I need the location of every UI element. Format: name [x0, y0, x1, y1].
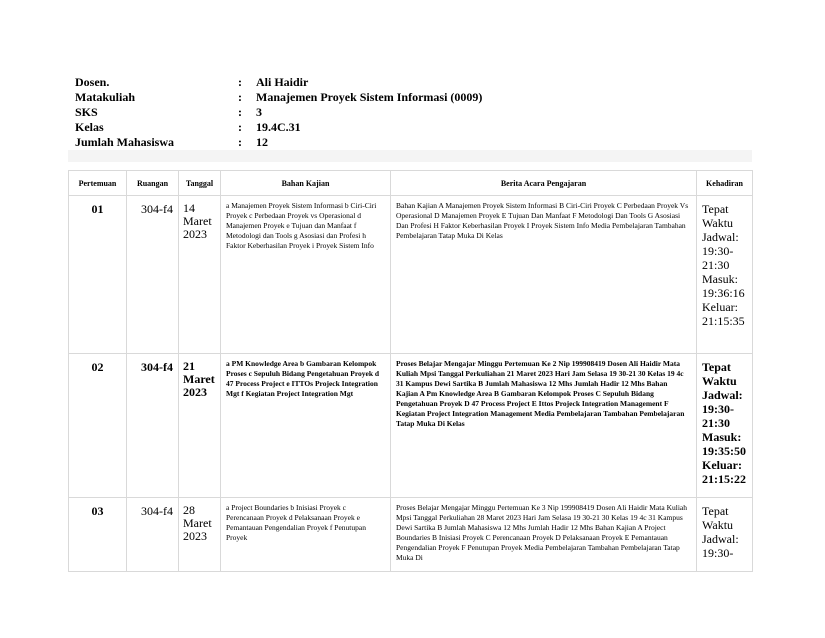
course-info-header: [75, 75, 755, 150]
header-row-kelas: [75, 120, 755, 135]
cell-pertemuan: 02: [69, 354, 127, 498]
header-row-jumlah-mahasiswa: [75, 135, 755, 150]
column-header-kehadiran: Kehadiran: [697, 171, 753, 196]
header-colon: :: [238, 90, 242, 104]
header-value: 19.4C.31: [256, 120, 301, 134]
column-header-berita-acara: Berita Acara Pengajaran: [391, 171, 697, 196]
cell-ruangan: 304-f4: [127, 498, 179, 572]
header-value: Manajemen Proyek Sistem Informasi (0009): [256, 90, 483, 104]
header-label: Dosen.: [75, 75, 110, 89]
header-value: Ali Haidir: [256, 75, 309, 89]
table-row: [69, 196, 753, 354]
header-label: Matakuliah: [75, 90, 136, 104]
table-header-row: [69, 171, 753, 196]
section-divider: [68, 150, 752, 162]
cell-berita-acara: Bahan Kajian A Manajemen Proyek Sistem Informasi B Ciri-Ciri Proyek C Perbedaan Proyek Vs Operasional D Manajemen Proyek E Tujuan Dan Manfaat F Metodologi Dan Tools G Asosiasi Dan Profesi H Faktor Keberhasilan Proyek I Proyek Sistem Info Media Pembelajaran Tambahan Pembelajaran Tatap Muka Di Kelas: [391, 196, 697, 354]
cell-kehadiran: [697, 498, 753, 572]
header-row-matakuliah: [75, 90, 755, 105]
cell-text: Proses Belajar Mengajar Minggu Pertemuan Ke 3 Nip 199908419 Dosen Ali Haidir Mata Kuliah Mpsi Tanggal Perkuliahan 28 Maret 2023 Hari Jam Selasa 19 30-21 30 Kelas 19 4c 31 Kampus Dewi Sartika B Jumlah Mahasiswa 12 Mhs Jumlah Hadir 12 Mhs Bahan Kajian A Project Boundaries B Inisiasi Proyek C Perencanaan Proyek D Pelaksanaan Proyek E Pemantauan Pengendalian Proyek F Penutupan Proyek Media Pembelajaran Tambahan Pembelajaran Tatap Muka Di: [396, 503, 687, 562]
header-colon: :: [238, 75, 242, 89]
cell-berita-acara: Proses Belajar Mengajar Minggu Pertemuan Ke 2 Nip 199908419 Dosen Ali Haidir Mata Kuliah Mpsi Tanggal Perkuliahan 21 Maret 2023 Hari Jam Selasa 19 30-21 30 Kelas 19 4c 31 Kampus Dewi Sartika B Jumlah Mahasiswa 12 Mhs Jumlah Hadir 12 Mhs Bahan Kajian A Pm Knowledge Area B Gambaran Kelompok Proses C Sepuluh Bidang Pengetahuan Proyek D 47 Process Project E Ittos Projeck Integration Management F Kegiatan Project Integration Management Media Pembelajaran Tambahan Pembelajaran Tatap Muka Di Kelas: [391, 354, 697, 498]
table-row: [69, 354, 753, 498]
column-header-pertemuan: Pertemuan: [69, 171, 127, 196]
attendance-table: [68, 170, 753, 572]
cell-tanggal: 28 Maret 2023: [179, 498, 221, 572]
header-label: Kelas: [75, 120, 104, 134]
cell-tanggal: 21 Maret 2023: [179, 354, 221, 498]
column-header-bahan-kajian: Bahan Kajian: [221, 171, 391, 196]
header-colon: :: [238, 105, 242, 119]
column-header-ruangan: Ruangan: [127, 171, 179, 196]
cell-text: Tepat Waktu Jadwal: 19:30-: [702, 504, 739, 560]
table-row: [69, 498, 753, 572]
cell-pertemuan: 01: [69, 196, 127, 354]
header-row-sks: [75, 105, 755, 120]
header-colon: :: [238, 135, 242, 149]
cell-pertemuan: 03: [69, 498, 127, 572]
header-label: Jumlah Mahasiswa: [75, 135, 175, 149]
cell-kehadiran: Tepat Waktu Jadwal: 19:30-21:30 Masuk: 19:36:16 Keluar: 21:15:35: [697, 196, 753, 354]
header-row-dosen: [75, 75, 755, 90]
cell-kehadiran: Tepat Waktu Jadwal: 19:30-21:30 Masuk: 19:35:50 Keluar: 21:15:22: [697, 354, 753, 498]
cell-bahan-kajian: [221, 498, 391, 572]
header-value: 12: [256, 135, 268, 149]
cell-berita-acara: [391, 498, 697, 572]
header-colon: :: [238, 120, 242, 134]
header-label: SKS: [75, 105, 98, 119]
cell-bahan-kajian: a Manajemen Proyek Sistem Informasi b Ciri-Ciri Proyek c Perbedaan Proyek vs Operasional d Manajemen Proyek e Tujuan dan Manfaat f Metodologi dan Tools g Asosiasi dan Profesi h Faktor Keberhasilan Proyek i Proyek Sistem Info: [221, 196, 391, 354]
cell-tanggal: 14 Maret 2023: [179, 196, 221, 354]
column-header-tanggal: Tanggal: [179, 171, 221, 196]
cell-bahan-kajian: a PM Knowledge Area b Gambaran Kelompok Proses c Sepuluh Bidang Pengetahuan Proyek d 47 Process Project e ITTOs Projeck Integration Mgt f Kegiatan Project Integration Mgt: [221, 354, 391, 498]
header-value: 3: [256, 105, 262, 119]
cell-ruangan: 304-f4: [127, 354, 179, 498]
cell-text: a Project Boundaries b Inisiasi Proyek c Perencanaan Proyek d Pelaksanaan Proyek e Pemantauan Pengendalian Proyek f Penutupan Proyek: [226, 503, 366, 542]
cell-ruangan: 304-f4: [127, 196, 179, 354]
